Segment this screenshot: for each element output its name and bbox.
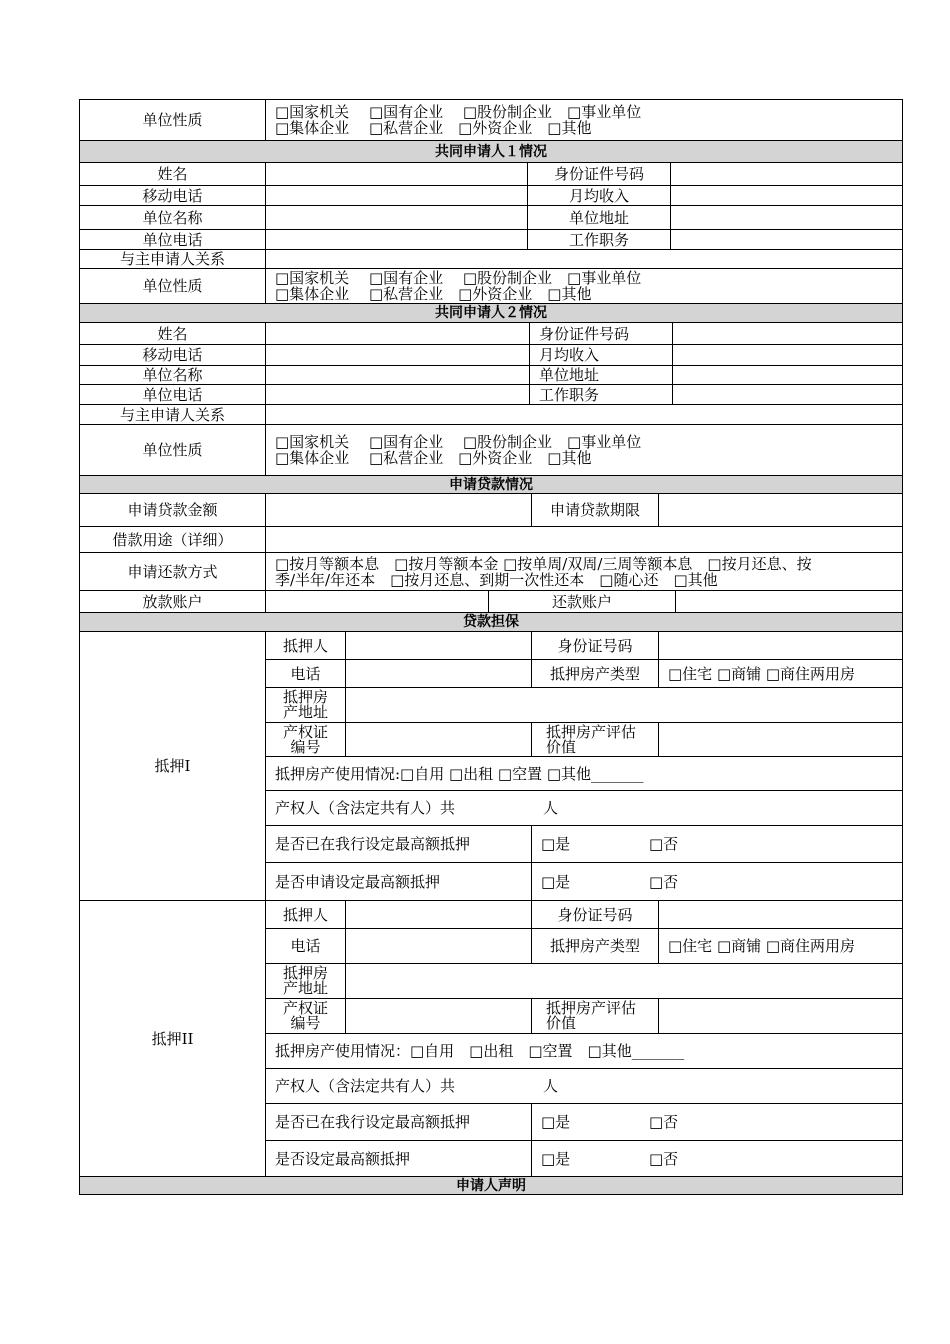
m2-address-field[interactable] — [345, 963, 903, 999]
m2-apply-max-label: 是否设定最高额抵押 — [265, 1140, 532, 1177]
loan-application-form — [79, 99, 903, 1195]
co2-unit-nature-label: 单位性质 — [79, 424, 266, 476]
m1-mortgagor-field[interactable] — [345, 631, 532, 660]
m2-usage[interactable]: 抵押房产使用情况：□自用 □出租 □空置 □其他_______ — [265, 1033, 903, 1069]
m2-cert-label — [265, 998, 346, 1034]
m1-valuation-label — [531, 722, 659, 757]
m1-apply-max-options[interactable] — [531, 862, 903, 901]
co1-position-field[interactable] — [670, 229, 903, 250]
m2-property-type-options[interactable]: □住宅 □商铺 □商住两用房 — [658, 928, 903, 964]
m1-cert-label-1: 产权证 — [282, 722, 328, 741]
co1-employer-address-label: 单位地址 — [527, 205, 671, 230]
co1-employer-label: 单位名称 — [79, 205, 266, 230]
m2-address-label-1: 抵押房 — [282, 964, 328, 982]
m1-phone-field[interactable] — [345, 659, 532, 688]
co1-unit-nature-line1: □国家机关 □国有企业 □股份制企业 □事业单位 — [275, 269, 642, 287]
co1-unit-nature-label: 单位性质 — [79, 268, 266, 304]
loan-term-field[interactable] — [658, 493, 903, 527]
m2-existing-max-label: 是否已在我行设定最高额抵押 — [265, 1103, 532, 1141]
repayment-line1: □按月等额本息 □按月等额本金 □按单周/双周/三周等额本息 □按月还息、按 — [275, 554, 812, 573]
m1-cert-label-2: 编号 — [290, 737, 321, 756]
m1-address-label — [265, 687, 346, 723]
repayment-line2: 季/半年/年还本 □按月还息、到期一次性还本 □随心还 □其他 — [275, 570, 718, 589]
m2-apply-max-no[interactable]: □否 — [649, 1149, 679, 1168]
m2-valuation-field[interactable] — [658, 998, 903, 1034]
co2-relation-field[interactable] — [265, 404, 903, 425]
unit-nature-line1: □国家机关 □国有企业 □股份制企业 □事业单位 — [275, 103, 642, 121]
co1-mobile-label: 移动电话 — [79, 185, 266, 206]
unit-nature-line2: □集体企业 □私营企业 □外资企业 □其他 — [275, 119, 592, 137]
mortgage2-label: 抵押II — [79, 900, 266, 1177]
co1-employer-phone-label: 单位电话 — [79, 229, 266, 250]
loan-purpose-label: 借款用途（详细） — [79, 526, 266, 553]
repay-account-field[interactable] — [675, 590, 903, 613]
co2-name-field[interactable] — [265, 322, 530, 345]
co1-employer-phone-field[interactable] — [265, 229, 528, 250]
m1-cert-field[interactable] — [345, 722, 532, 757]
m2-address-label-2: 产地址 — [282, 979, 328, 997]
m2-valuation-label-1: 抵押房产评估 — [546, 999, 637, 1017]
m2-cert-label-2: 编号 — [290, 1014, 321, 1032]
co1-relation-label: 与主申请人关系 — [79, 249, 266, 269]
m2-existing-max-options[interactable] — [531, 1103, 903, 1141]
mortgage1-label: 抵押I — [79, 631, 266, 901]
co1-relation-field[interactable] — [265, 249, 903, 269]
m1-existing-max-no[interactable]: □否 — [649, 835, 679, 853]
co1-unit-nature-options[interactable] — [265, 268, 903, 304]
co1-income-field[interactable] — [670, 185, 903, 206]
loan-title: 申请贷款情况 — [79, 475, 903, 494]
co2-position-field[interactable] — [672, 384, 903, 405]
m1-address-label-2: 产地址 — [282, 703, 328, 721]
co-applicant2-title: 共同申请人２情况 — [79, 303, 903, 323]
m2-existing-max-yes[interactable]: □是 — [541, 1113, 571, 1131]
co2-id-label: 身份证件号码 — [529, 322, 673, 345]
m1-cert-label — [265, 722, 346, 757]
co1-mobile-field[interactable] — [265, 185, 528, 206]
m1-phone-label: 电话 — [265, 659, 346, 688]
unit-nature-options[interactable] — [265, 99, 903, 141]
loan-term-label: 申请贷款期限 — [531, 493, 659, 527]
loan-purpose-field[interactable] — [265, 526, 903, 553]
m2-apply-max-yes[interactable]: □是 — [541, 1149, 571, 1168]
m2-valuation-label — [531, 998, 659, 1034]
m1-existing-max-label: 是否已在我行设定最高额抵押 — [265, 825, 532, 863]
m1-id-field[interactable] — [658, 631, 903, 660]
m2-phone-field[interactable] — [345, 928, 532, 964]
co2-employer-address-label: 单位地址 — [529, 365, 673, 385]
m2-cert-field[interactable] — [345, 998, 532, 1034]
disburse-account-label: 放款账户 — [79, 590, 266, 613]
m2-cert-label-1: 产权证 — [282, 999, 328, 1017]
co2-position-label: 工作职务 — [529, 384, 673, 405]
m1-existing-max-options[interactable] — [531, 825, 903, 863]
co2-id-field[interactable] — [672, 322, 903, 345]
co2-unit-nature-line2: □集体企业 □私营企业 □外资企业 □其他 — [275, 449, 592, 467]
co2-name-label: 姓名 — [79, 322, 266, 345]
repayment-method-label: 申请还款方式 — [79, 552, 266, 591]
m1-apply-max-label: 是否申请设定最高额抵押 — [265, 862, 532, 901]
co2-employer-field[interactable] — [265, 365, 530, 385]
co2-income-label: 月均收入 — [529, 344, 673, 366]
m1-usage[interactable]: 抵押房产使用情况:□自用 □出租 □空置 □其他_______ — [265, 756, 903, 791]
m2-phone-label: 电话 — [265, 928, 346, 964]
repay-account-label: 还款账户 — [488, 590, 676, 613]
unit-nature-label: 单位性质 — [79, 99, 266, 141]
co1-id-field[interactable] — [670, 162, 903, 186]
m1-address-label-1: 抵押房 — [282, 688, 328, 706]
m1-property-type-options[interactable]: □住宅 □商铺 □商住两用房 — [658, 659, 903, 688]
co1-position-label: 工作职务 — [527, 229, 671, 250]
m2-mortgagor-label: 抵押人 — [265, 900, 346, 929]
co1-income-label: 月均收入 — [527, 185, 671, 206]
m1-apply-max-yes[interactable]: □是 — [541, 872, 571, 891]
co2-mobile-field[interactable] — [265, 344, 530, 366]
m1-property-type-label: 抵押房产类型 — [531, 659, 659, 688]
co2-unit-nature-line1: □国家机关 □国有企业 □股份制企业 □事业单位 — [275, 433, 642, 451]
co2-mobile-label: 移动电话 — [79, 344, 266, 366]
co2-employer-phone-label: 单位电话 — [79, 384, 266, 405]
m2-owners[interactable] — [265, 1068, 903, 1104]
m1-address-field[interactable] — [345, 687, 903, 723]
m1-mortgagor-label: 抵押人 — [265, 631, 346, 660]
m1-valuation-field[interactable] — [658, 722, 903, 757]
m1-owners-text: 产权人（含法定共有人）共 — [275, 799, 456, 817]
co2-relation-label: 与主申请人关系 — [79, 404, 266, 425]
m2-id-label: 身份证号码 — [531, 900, 659, 929]
m1-id-label: 身份证号码 — [531, 631, 659, 660]
co2-employer-phone-field[interactable] — [265, 384, 530, 405]
loan-amount-label: 申请贷款金额 — [79, 493, 266, 527]
disburse-account-field[interactable] — [265, 590, 489, 613]
m2-valuation-label-2: 价值 — [546, 1014, 577, 1032]
m2-existing-max-no[interactable]: □否 — [649, 1113, 679, 1131]
co1-employer-field[interactable] — [265, 205, 528, 230]
co1-unit-nature-line2: □集体企业 □私营企业 □外资企业 □其他 — [275, 285, 592, 303]
m1-owners-unit: 人 — [543, 799, 559, 817]
m1-existing-max-yes[interactable]: □是 — [541, 835, 571, 853]
co2-unit-nature-options[interactable] — [265, 424, 903, 476]
co1-id-label: 身份证件号码 — [527, 162, 671, 186]
co2-employer-address-field[interactable] — [672, 365, 903, 385]
m2-owners-text: 产权人（含法定共有人）共 — [275, 1077, 456, 1095]
m2-apply-max-options[interactable] — [531, 1140, 903, 1177]
co1-name-label: 姓名 — [79, 162, 266, 186]
m2-id-field[interactable] — [658, 900, 903, 929]
guarantee-title: 贷款担保 — [79, 612, 903, 632]
m2-property-type-label: 抵押房产类型 — [531, 928, 659, 964]
m2-owners-unit: 人 — [543, 1077, 559, 1095]
co2-employer-label: 单位名称 — [79, 365, 266, 385]
m1-valuation-label-2: 价值 — [546, 737, 577, 756]
co-applicant1-title: 共同申请人１情况 — [79, 140, 903, 163]
m2-address-label — [265, 963, 346, 999]
m1-owners[interactable] — [265, 790, 903, 826]
declaration-title: 申请人声明 — [79, 1176, 903, 1195]
m2-mortgagor-field[interactable] — [345, 900, 532, 929]
co1-employer-address-field[interactable] — [670, 205, 903, 230]
m1-apply-max-no[interactable]: □否 — [649, 872, 679, 891]
co1-name-field[interactable] — [265, 162, 528, 186]
m1-valuation-label-1: 抵押房产评估 — [546, 722, 637, 741]
repayment-method-options[interactable] — [265, 552, 903, 591]
co2-income-field[interactable] — [672, 344, 903, 366]
loan-amount-field[interactable] — [265, 493, 532, 527]
